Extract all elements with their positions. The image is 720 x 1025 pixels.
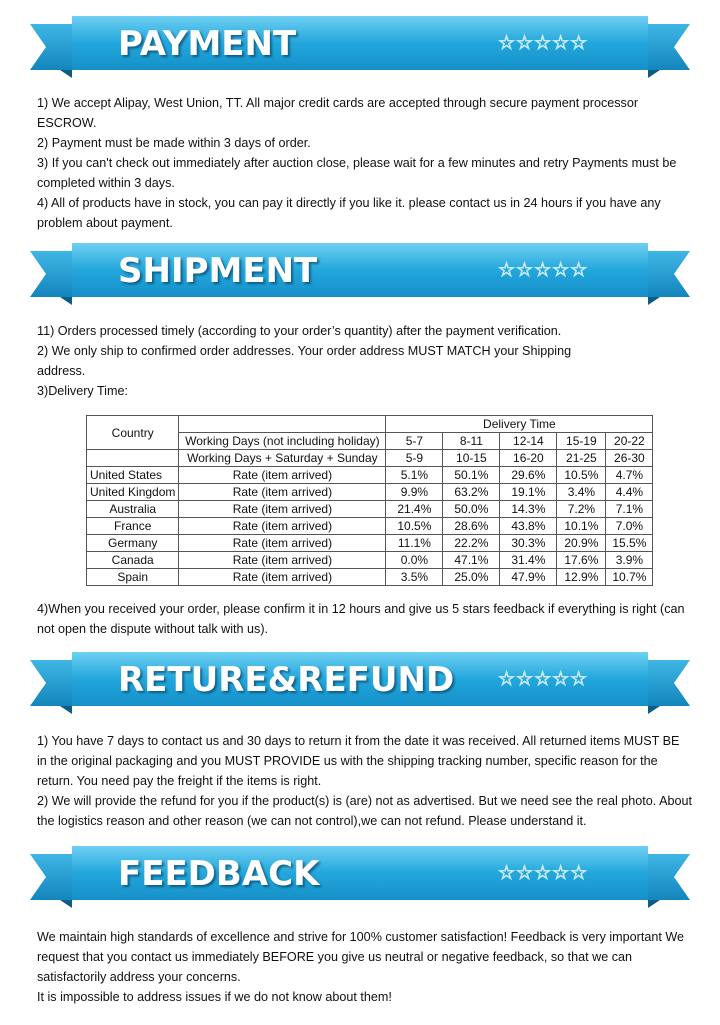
delivery-time-table bbox=[86, 415, 653, 586]
payment-line: 3) If you can't check out immediately after auction close, please wait for a few minutes and retry Payments must be completed within 3 days. bbox=[37, 156, 677, 190]
shipment-line: 3)Delivery Time: bbox=[37, 384, 128, 398]
payment-line: 1) We accept Alipay, West Union, TT. All major credit cards are accepted through secure payment processor ESCROW. bbox=[37, 96, 639, 130]
range-cell: 5-7 bbox=[386, 433, 443, 450]
rate-cell: 17.6% bbox=[557, 552, 606, 569]
payment-banner bbox=[30, 16, 690, 78]
rate-cell: 20.9% bbox=[557, 535, 606, 552]
shipment-text bbox=[37, 321, 597, 401]
rate-cell: 3.5% bbox=[386, 569, 443, 586]
rate-cell: 7.0% bbox=[606, 518, 653, 535]
delivery-time-header: Delivery Time bbox=[386, 416, 653, 433]
blank-cell bbox=[87, 450, 179, 467]
shipment-after-table bbox=[37, 599, 692, 639]
country-cell: Australia bbox=[87, 501, 179, 518]
table-row bbox=[87, 552, 653, 569]
rate-cell: 4.7% bbox=[606, 467, 653, 484]
country-cell: Spain bbox=[87, 569, 179, 586]
rate-cell: 63.2% bbox=[443, 484, 500, 501]
rate-cell: 12.9% bbox=[557, 569, 606, 586]
rate-label-cell: Rate (item arrived) bbox=[179, 535, 386, 552]
section-title: PAYMENT bbox=[118, 24, 297, 64]
rate-cell: 31.4% bbox=[500, 552, 557, 569]
table-row bbox=[87, 484, 653, 501]
range-cell: 5-9 bbox=[386, 450, 443, 467]
rate-cell: 11.1% bbox=[386, 535, 443, 552]
rate-cell: 7.2% bbox=[557, 501, 606, 518]
range-cell: 15-19 bbox=[557, 433, 606, 450]
rate-label-cell: Rate (item arrived) bbox=[179, 569, 386, 586]
rate-cell: 0.0% bbox=[386, 552, 443, 569]
rate-cell: 30.3% bbox=[500, 535, 557, 552]
range-cell: 20-22 bbox=[606, 433, 653, 450]
range-cell: 16-20 bbox=[500, 450, 557, 467]
range-cell: 10-15 bbox=[443, 450, 500, 467]
rate-cell: 5.1% bbox=[386, 467, 443, 484]
shipment-line: 2) We only ship to confirmed order addresses. Your order address MUST MATCH your Shipping address. bbox=[37, 344, 572, 378]
rate-cell: 10.1% bbox=[557, 518, 606, 535]
country-cell: France bbox=[87, 518, 179, 535]
rate-cell: 10.5% bbox=[557, 467, 606, 484]
rate-cell: 22.2% bbox=[443, 535, 500, 552]
rate-cell: 10.7% bbox=[606, 569, 653, 586]
country-cell: United States bbox=[87, 467, 179, 484]
rate-cell: 7.1% bbox=[606, 501, 653, 518]
stars-icon: ☆☆☆☆☆ bbox=[498, 32, 589, 54]
country-cell: Canada bbox=[87, 552, 179, 569]
table-row bbox=[87, 518, 653, 535]
section-title: FEEDBACK bbox=[118, 854, 320, 894]
refund-line: 2) We will provide the refund for you if the product(s) is (are) not as advertised. But we need see the real photo. About the logistics reason and other reason (we can not control),we can not refund. Please understand it. bbox=[37, 794, 692, 828]
rate-cell: 50.0% bbox=[443, 501, 500, 518]
feedback-line: We maintain high standards of excellence and strive for 100% customer satisfaction! Feedback is very important We request that you contact us immediately BEFORE you give us neutral or negative feedback, so that we can satisfactorily address your concerns. bbox=[37, 930, 685, 984]
country-cell: Germany bbox=[87, 535, 179, 552]
range-cell: 21-25 bbox=[557, 450, 606, 467]
rate-cell: 14.3% bbox=[500, 501, 557, 518]
rate-cell: 28.6% bbox=[443, 518, 500, 535]
refund-text bbox=[37, 731, 692, 831]
rate-cell: 25.0% bbox=[443, 569, 500, 586]
payment-line: 4) All of products have in stock, you can pay it directly if you like it. please contact us in 24 hours if you have any problem about payment. bbox=[37, 196, 661, 230]
rate-cell: 4.4% bbox=[606, 484, 653, 501]
rate-label-cell: Rate (item arrived) bbox=[179, 552, 386, 569]
feedback-banner bbox=[30, 846, 690, 908]
section-title: RETURE&REFUND bbox=[118, 660, 455, 700]
rate-cell: 47.1% bbox=[443, 552, 500, 569]
table-row bbox=[87, 501, 653, 518]
shipment-line: 4)When you received your order, please confirm it in 12 hours and give us 5 stars feedback if everything is right (can not open the dispute without talk with us). bbox=[37, 602, 685, 636]
rate-cell: 19.1% bbox=[500, 484, 557, 501]
rate-cell: 21.4% bbox=[386, 501, 443, 518]
rate-cell: 9.9% bbox=[386, 484, 443, 501]
payment-line: 2) Payment must be made within 3 days of order. bbox=[37, 136, 311, 150]
rate-cell: 3.4% bbox=[557, 484, 606, 501]
rate-label-cell: Rate (item arrived) bbox=[179, 518, 386, 535]
weekend-days-label: Working Days + Saturday + Sunday bbox=[179, 450, 386, 467]
rate-cell: 29.6% bbox=[500, 467, 557, 484]
rate-cell: 50.1% bbox=[443, 467, 500, 484]
rate-label-cell: Rate (item arrived) bbox=[179, 484, 386, 501]
range-cell: 12-14 bbox=[500, 433, 557, 450]
rate-cell: 10.5% bbox=[386, 518, 443, 535]
table-row bbox=[87, 467, 653, 484]
table-row bbox=[87, 569, 653, 586]
feedback-line: It is impossible to address issues if we do not know about them! bbox=[37, 990, 392, 1004]
rate-label-cell: Rate (item arrived) bbox=[179, 467, 386, 484]
payment-text bbox=[37, 93, 692, 233]
range-cell: 26-30 bbox=[606, 450, 653, 467]
table-row bbox=[87, 535, 653, 552]
stars-icon: ☆☆☆☆☆ bbox=[498, 259, 589, 281]
working-days-label: Working Days (not including holiday) bbox=[179, 433, 386, 450]
country-cell: United Kingdom bbox=[87, 484, 179, 501]
country-header: Country bbox=[87, 416, 179, 450]
shipment-line: 11) Orders processed timely (according to your order’s quantity) after the payment verification. bbox=[37, 324, 562, 338]
rate-cell: 47.9% bbox=[500, 569, 557, 586]
blank-cell bbox=[179, 416, 386, 433]
stars-icon: ☆☆☆☆☆ bbox=[498, 668, 589, 690]
rate-label-cell: Rate (item arrived) bbox=[179, 501, 386, 518]
refund-banner bbox=[30, 652, 690, 714]
stars-icon: ☆☆☆☆☆ bbox=[498, 862, 589, 884]
rate-cell: 3.9% bbox=[606, 552, 653, 569]
feedback-text bbox=[37, 927, 692, 1007]
range-cell: 8-11 bbox=[443, 433, 500, 450]
section-title: SHIPMENT bbox=[118, 251, 318, 291]
shipment-banner bbox=[30, 243, 690, 305]
rate-cell: 43.8% bbox=[500, 518, 557, 535]
rate-cell: 15.5% bbox=[606, 535, 653, 552]
refund-line: 1) You have 7 days to contact us and 30 days to return it from the date it was received. All returned items MUST BE in the original packaging and you MUST PROVIDE us with the shipping tracking number, specific reason for the return. You need pay the freight if the items is right. bbox=[37, 734, 680, 788]
